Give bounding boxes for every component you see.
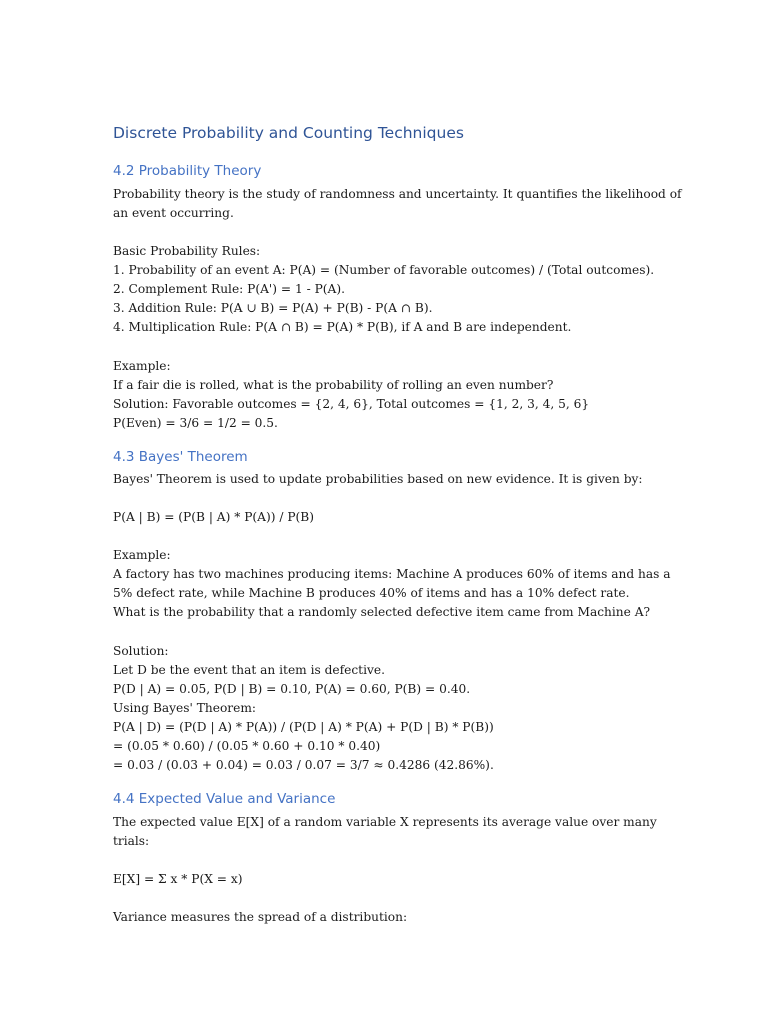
paragraph-line: Solution: Favorable outcomes = {2, 4, 6}, Total outcomes = {1, 2, 3, 4, 5, 6} (113, 397, 590, 411)
formula-line: = 0.03 / (0.03 + 0.04) = 0.03 / 0.07 = 3/7 ≈ 0.4286 (42.86%). (113, 758, 494, 772)
paragraph-line: 2. Complement Rule: P(A') = 1 - P(A). (113, 282, 345, 296)
paragraph-line: Variance measures the spread of a distribution: (113, 910, 408, 924)
paragraph-line: Solution: (113, 644, 169, 658)
document-title: Discrete Probability and Counting Techniques (113, 124, 464, 142)
paragraph-line: Example: (113, 359, 171, 373)
paragraph-line: 4. Multiplication Rule: P(A ∩ B) = P(A) * P(B), if A and B are independent. (113, 320, 572, 334)
formula-line: P(A | B) = (P(B | A) * P(A)) / P(B) (113, 510, 314, 524)
section-heading-expected-value-variance: 4.4 Expected Value and Variance (113, 791, 336, 807)
paragraph-line: Let D be the event that an item is defective. (113, 663, 385, 677)
paragraph-line: 1. Probability of an event A: P(A) = (Number of favorable outcomes) / (Total outcomes). (113, 263, 655, 277)
paragraph-line: The expected value E[X] of a random variable X represents its average value over many (113, 815, 657, 829)
paragraph-line: What is the probability that a randomly selected defective item came from Machine A? (113, 605, 651, 619)
formula-line: P(A | D) = (P(D | A) * P(A)) / (P(D | A) * P(A) + P(D | B) * P(B)) (113, 720, 494, 734)
paragraph-line: A factory has two machines producing items: Machine A produces 60% of items and has a (113, 567, 671, 581)
paragraph-line: P(D | A) = 0.05, P(D | B) = 0.10, P(A) = 0.60, P(B) = 0.40. (113, 682, 471, 696)
paragraph-line: an event occurring. (113, 206, 234, 220)
section-heading-bayes-theorem: 4.3 Bayes' Theorem (113, 449, 248, 465)
paragraph-line: Probability theory is the study of randomness and uncertainty. It quantifies the likelihood of (113, 187, 682, 201)
paragraph-line: Using Bayes' Theorem: (113, 701, 256, 715)
formula-line: E[X] = Σ x * P(X = x) (113, 872, 243, 886)
paragraph-line: Basic Probability Rules: (113, 244, 261, 258)
paragraph-line: Example: (113, 548, 171, 562)
paragraph-line: 5% defect rate, while Machine B produces 40% of items and has a 10% defect rate. (113, 586, 630, 600)
paragraph-line: trials: (113, 834, 150, 848)
formula-line: = (0.05 * 0.60) / (0.05 * 0.60 + 0.10 * 0.40) (113, 739, 381, 753)
paragraph-line: 3. Addition Rule: P(A ∪ B) = P(A) + P(B) - P(A ∩ B). (113, 301, 433, 315)
paragraph-line: If a fair die is rolled, what is the probability of rolling an even number? (113, 378, 554, 392)
paragraph-line: P(Even) = 3/6 = 1/2 = 0.5. (113, 416, 278, 430)
paragraph-line: Bayes' Theorem is used to update probabilities based on new evidence. It is given by: (113, 472, 643, 486)
section-heading-probability-theory: 4.2 Probability Theory (113, 163, 262, 179)
